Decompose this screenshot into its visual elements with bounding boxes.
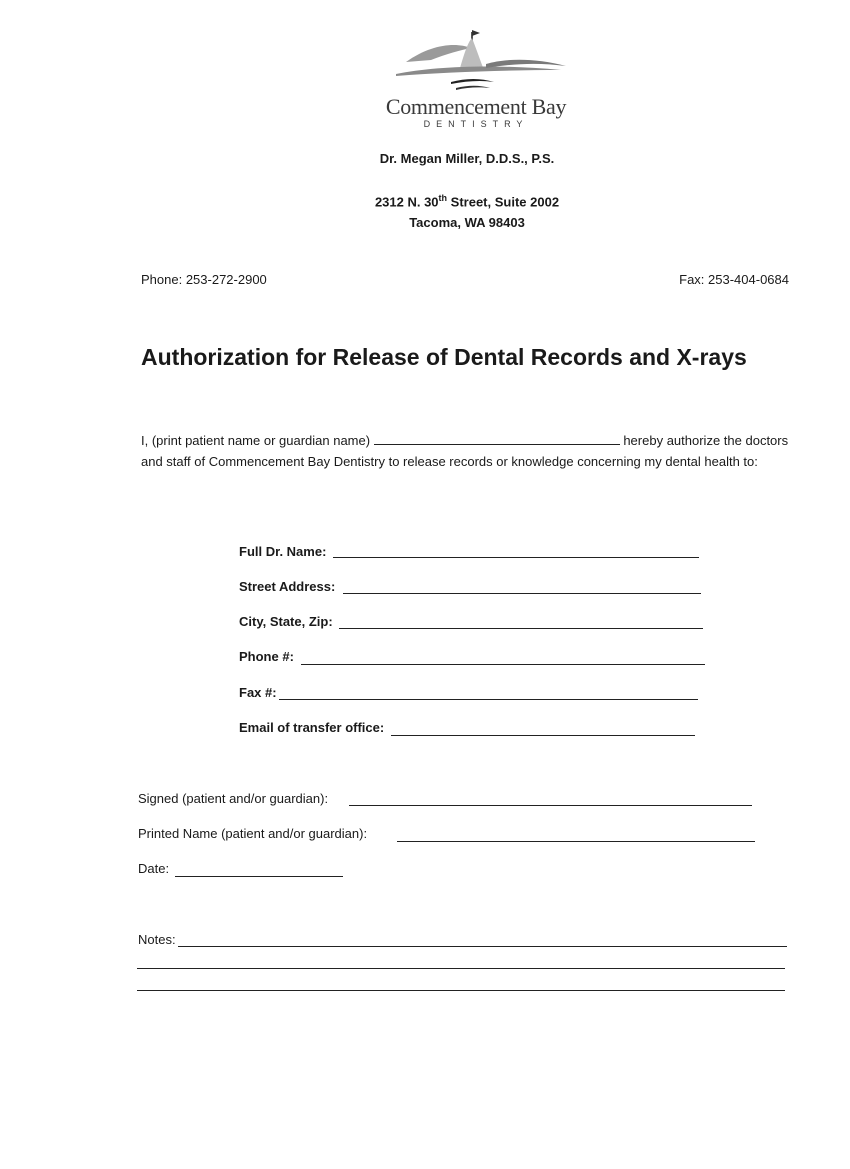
street-address-label: Street Address: <box>239 579 336 594</box>
authorization-prefix: I, (print patient name or guardian name) <box>141 433 371 448</box>
full-dr-name-row <box>239 544 326 559</box>
notes-line-3[interactable] <box>137 990 785 991</box>
sailboat-logo-icon <box>376 24 576 96</box>
address-city: Tacoma, WA 98403 <box>409 215 525 230</box>
notes-line-2[interactable] <box>137 968 785 969</box>
printed-name-label: Printed Name (patient and/or guardian): <box>138 826 368 841</box>
date-field[interactable] <box>175 876 343 877</box>
city-state-zip-label: City, State, Zip: <box>239 614 333 629</box>
full-dr-name-field[interactable] <box>333 557 699 558</box>
email-label: Email of transfer office: <box>239 720 385 735</box>
logo-subtitle: DENTISTRY <box>423 119 529 129</box>
date-label: Date: <box>138 861 170 876</box>
authorization-paragraph <box>141 430 791 472</box>
authorization-suffix: hereby authorize the <box>623 433 742 448</box>
fax-label: Fax #: <box>239 685 277 700</box>
signed-row <box>138 791 328 806</box>
email-row <box>239 720 384 735</box>
signature-field[interactable] <box>349 805 752 806</box>
city-state-zip-field[interactable] <box>339 628 703 629</box>
address-street-sup: th <box>438 193 448 203</box>
phone-field[interactable] <box>301 664 705 665</box>
page-title: Authorization for Release of Dental Records and X-rays <box>141 344 747 370</box>
notes-line-1[interactable] <box>178 946 787 947</box>
authorization-continuation: doctors and staff of Commencement Bay Dentistry to release records or knowledge concerning my dental health to: <box>141 433 789 469</box>
street-address-field[interactable] <box>343 593 701 594</box>
logo-name: Commencement Bay <box>385 94 567 119</box>
patient-name-field[interactable] <box>374 431 620 445</box>
phone-row <box>239 649 294 664</box>
fax-number: Fax: 253-404-0684 <box>679 272 789 287</box>
doctor-name: Dr. Megan Miller, D.D.S., P.S. <box>379 151 555 166</box>
printed-name-field[interactable] <box>397 841 755 842</box>
signed-label: Signed (patient and/or guardian): <box>138 791 329 806</box>
practice-logo <box>376 24 576 164</box>
address-street-suffix: Street, Suite 2002 <box>447 194 560 210</box>
fax-row <box>239 685 277 700</box>
printed-name-row <box>138 826 367 841</box>
phone-label: Phone #: <box>239 649 294 664</box>
fax-field[interactable] <box>279 699 698 700</box>
address-street <box>0 193 850 209</box>
email-field[interactable] <box>391 735 695 736</box>
phone-number: Phone: 253-272-2900 <box>141 272 267 287</box>
notes-row <box>138 932 176 947</box>
address-street-prefix: 2312 N. 30 <box>374 194 439 210</box>
date-row <box>138 861 169 876</box>
full-dr-name-label: Full Dr. Name: <box>239 544 327 559</box>
notes-label: Notes: <box>138 932 176 947</box>
street-address-row <box>239 579 335 594</box>
city-state-zip-row <box>239 614 333 629</box>
